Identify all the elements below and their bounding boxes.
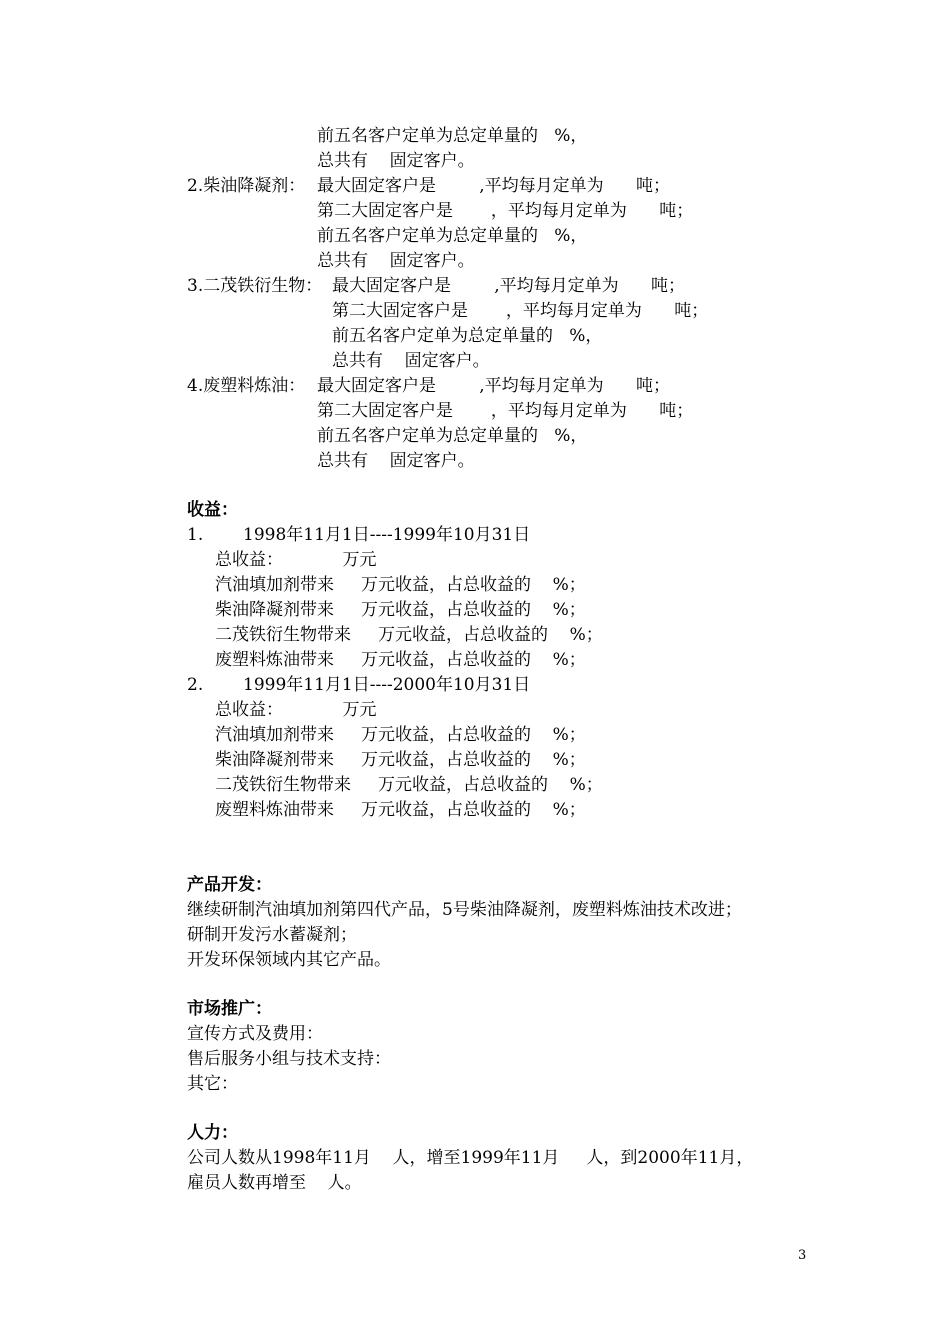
revenue-period-1-total: 总收益： 万元 [215,550,377,570]
product-4-line-3: 前五名客户定单为总定单量的 %， [317,426,588,446]
product-dev-line-1: 继续研制汽油填加剂第四代产品，5号柴油降凝剂，废塑料炼油技术改进； [187,900,742,920]
product-2-label: 2.柴油降凝剂： [187,176,306,196]
revenue-period-1-line-2: 柴油降凝剂带来 万元收益，占总收益的 %； [215,600,586,620]
revenue-heading: 收益： [187,500,238,520]
revenue-period-1-line-3: 二茂铁衍生物带来 万元收益，占总收益的 %； [215,625,603,645]
product-2-line-1: 最大固定客户是 ,平均每月定单为 吨； [317,176,671,196]
marketing-line-2: 售后服务小组与技术支持： [187,1049,391,1069]
product-3-line-1: 最大固定客户是 ,平均每月定单为 吨； [332,276,686,296]
revenue-period-2-line-4: 废塑料炼油带来 万元收益，占总收益的 %； [215,800,586,820]
revenue-period-2-range: 1999年11月1日----2000年10月31日 [243,675,531,695]
hr-heading: 人力： [187,1123,238,1143]
product-dev-heading: 产品开发： [187,875,272,895]
product-4-line-1: 最大固定客户是 ,平均每月定单为 吨； [317,376,671,396]
product-2-line-3: 前五名客户定单为总定单量的 %， [317,226,588,246]
product-3-label: 3.二茂铁衍生物： [187,276,323,296]
hr-line-2: 雇员人数再增至 人。 [187,1173,362,1193]
hr-line-1: 公司人数从1998年11月 人，增至1999年11月 人，到2000年11月， [187,1148,754,1168]
revenue-period-2-total: 总收益： 万元 [215,700,377,720]
revenue-period-2-line-2: 柴油降凝剂带来 万元收益，占总收益的 %； [215,750,586,770]
product-dev-line-3: 开发环保领域内其它产品。 [187,950,391,970]
product-3-line-3: 前五名客户定单为总定单量的 %， [332,326,603,346]
product-dev-line-2: 研制开发污水蓄凝剂； [187,925,357,945]
marketing-heading: 市场推广： [187,999,272,1019]
customers-cont-line-2: 总共有 固定客户。 [317,151,475,171]
revenue-period-1-line-1: 汽油填加剂带来 万元收益，占总收益的 %； [215,575,586,595]
marketing-line-3: 其它： [187,1074,238,1094]
revenue-period-1-range: 1998年11月1日----1999年10月31日 [243,525,531,545]
revenue-period-1-num: 1. [187,525,204,545]
product-2-line-2: 第二大固定客户是 ，平均每月定单为 吨； [317,201,694,221]
product-4-line-4: 总共有 固定客户。 [317,451,475,471]
revenue-period-2-line-1: 汽油填加剂带来 万元收益，占总收益的 %； [215,725,586,745]
revenue-period-2-num: 2. [187,675,204,695]
product-4-label: 4.废塑料炼油： [187,376,306,396]
customers-cont-line-1: 前五名客户定单为总定单量的 %， [317,126,588,146]
product-3-line-4: 总共有 固定客户。 [332,351,490,371]
product-2-line-4: 总共有 固定客户。 [317,251,475,271]
product-3-line-2: 第二大固定客户是 ，平均每月定单为 吨； [332,301,709,321]
revenue-period-2-line-3: 二茂铁衍生物带来 万元收益，占总收益的 %； [215,775,603,795]
revenue-period-1-line-4: 废塑料炼油带来 万元收益，占总收益的 %； [215,650,586,670]
marketing-line-1: 宣传方式及费用： [187,1024,323,1044]
product-4-line-2: 第二大固定客户是 ，平均每月定单为 吨； [317,401,694,421]
page-number: 3 [798,1248,807,1263]
